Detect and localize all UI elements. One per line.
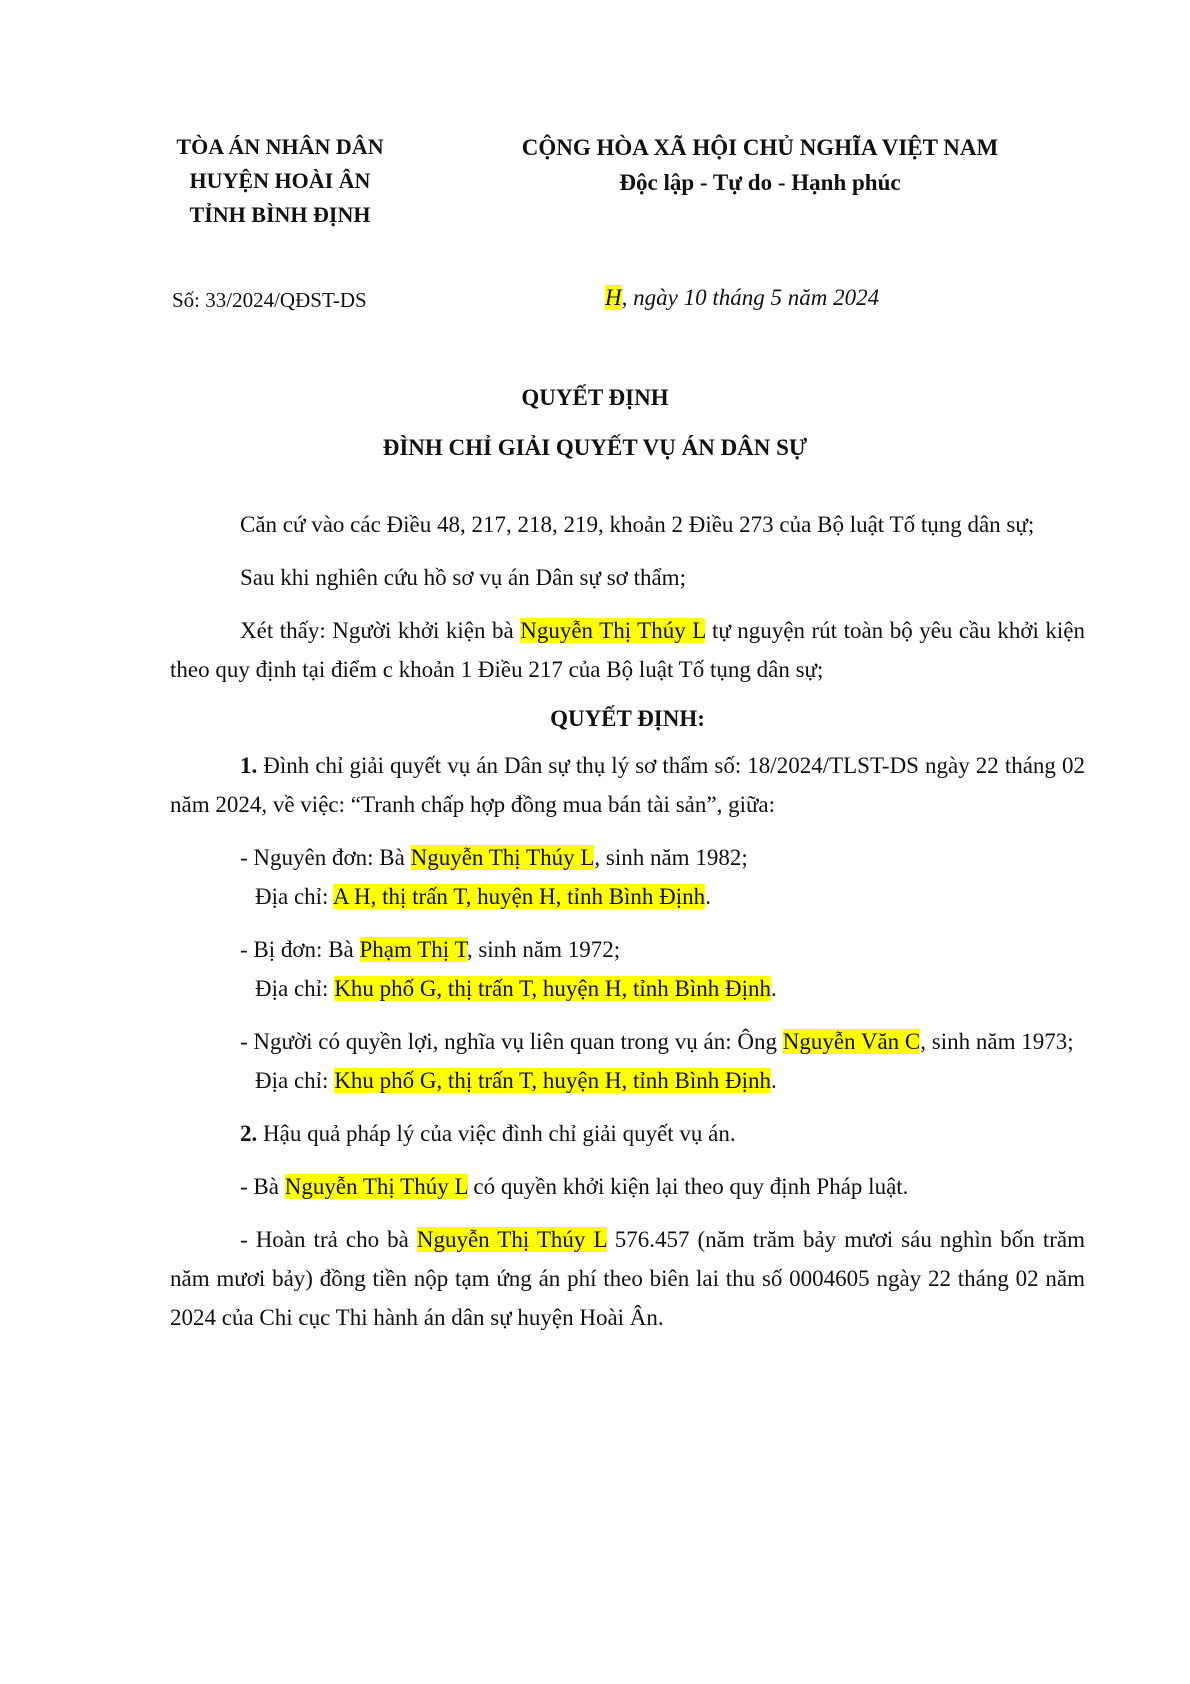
related-party-line: - Người có quyền lợi, nghĩa vụ liên quan trong vụ án: Ông Nguyễn Văn C, sinh năm 1973; <box>240 1029 1074 1054</box>
court-name-line3: TỈNH BÌNH ĐỊNH <box>189 202 371 227</box>
national-title: CỘNG HÒA XÃ HỘI CHỦ NGHĨA VIỆT NAM <box>521 135 999 160</box>
legal-basis-paragraph: Căn cứ vào các Điều 48, 217, 218, 219, khoản 2 Điều 273 của Bộ luật Tố tụng dân sự; <box>240 512 1035 537</box>
related-party-address: Địa chỉ: Khu phố G, thị trấn T, huyện H, tỉnh Bình Định. <box>255 1068 777 1093</box>
redacted-name: Nguyễn Thị Thúy L <box>284 1174 468 1199</box>
date-place-redacted: H <box>605 285 622 310</box>
redacted-name: Nguyễn Thị Thúy L <box>416 1227 607 1252</box>
plaintiff-line: - Nguyên đơn: Bà Nguyễn Thị Thúy L, sinh năm 1982; <box>240 845 748 870</box>
decision-item-2: 2. Hậu quả pháp lý của việc đình chỉ giải quyết vụ án. <box>240 1121 736 1146</box>
redacted-name: Nguyễn Thị Thúy L <box>520 618 706 643</box>
redacted-name: Phạm Thị T <box>359 937 467 962</box>
court-header <box>160 130 400 232</box>
redacted-address: A H, thị trấn T, huyện H, tỉnh Bình Định <box>332 884 706 909</box>
court-name-line2: HUYỆN HOÀI ÂN <box>189 168 371 193</box>
consequence-line-1: - Bà Nguyễn Thị Thúy L có quyền khởi kiện lại theo quy định Pháp luật. <box>240 1174 909 1199</box>
decision-item-1: 1. Đình chỉ giải quyết vụ án Dân sự thụ lý sơ thẩm số: 18/2024/TLST-DS ngày 22 tháng 02 năm 2024, về việc: “Tranh chấp hợp đồng mua bán tài sản”, giữa: <box>170 753 1085 817</box>
document-body <box>170 505 1085 1337</box>
redacted-address: Khu phố G, thị trấn T, huyện H, tỉnh Bình Định <box>334 976 771 1001</box>
consequence-line-2: - Hoàn trả cho bà Nguyễn Thị Thúy L 576.457 (năm trăm bảy mươi sáu nghìn bốn trăm năm mươi bảy) đồng tiền nộp tạm ứng án phí theo biên lai thu số 0004605 ngày 22 tháng 02 năm 2024 của Chi cục Thi hành án dân sự huyện Hoài Ân. <box>170 1227 1085 1330</box>
date-text: , ngày 10 tháng 5 năm 2024 <box>621 285 880 310</box>
plaintiff-address: Địa chỉ: A H, thị trấn T, huyện H, tỉnh Bình Định. <box>255 884 711 909</box>
document-title: QUYẾT ĐỊNH <box>521 385 669 410</box>
defendant-line: - Bị đơn: Bà Phạm Thị T, sinh năm 1972; <box>240 937 621 962</box>
decision-heading: QUYẾT ĐỊNH: <box>550 706 705 731</box>
national-header <box>480 130 1040 200</box>
redacted-name: Nguyễn Văn C <box>782 1029 921 1054</box>
redacted-name: Nguyễn Thị Thúy L <box>410 845 595 870</box>
defendant-address: Địa chỉ: Khu phố G, thị trấn T, huyện H, tỉnh Bình Định. <box>255 976 777 1001</box>
consideration-paragraph: Xét thấy: Người khởi kiện bà Nguyễn Thị Thúy L tự nguyện rút toàn bộ yêu cầu khởi kiện theo quy định tại điểm c khoản 1 Điều 217 của Bộ luật Tố tụng dân sự; <box>170 618 1085 682</box>
redacted-address: Khu phố G, thị trấn T, huyện H, tỉnh Bình Định <box>334 1068 771 1093</box>
review-paragraph: Sau khi nghiên cứu hồ sơ vụ án Dân sự sơ thẩm; <box>240 565 686 590</box>
document-subtitle: ĐÌNH CHỈ GIẢI QUYẾT VỤ ÁN DÂN SỰ <box>382 435 808 460</box>
court-name-line1: TÒA ÁN NHÂN DÂN <box>176 134 384 159</box>
document-number: Số: 33/2024/QĐST-DS <box>172 288 367 312</box>
document-date <box>605 285 879 311</box>
national-motto: Độc lập - Tự do - Hạnh phúc <box>619 170 901 195</box>
